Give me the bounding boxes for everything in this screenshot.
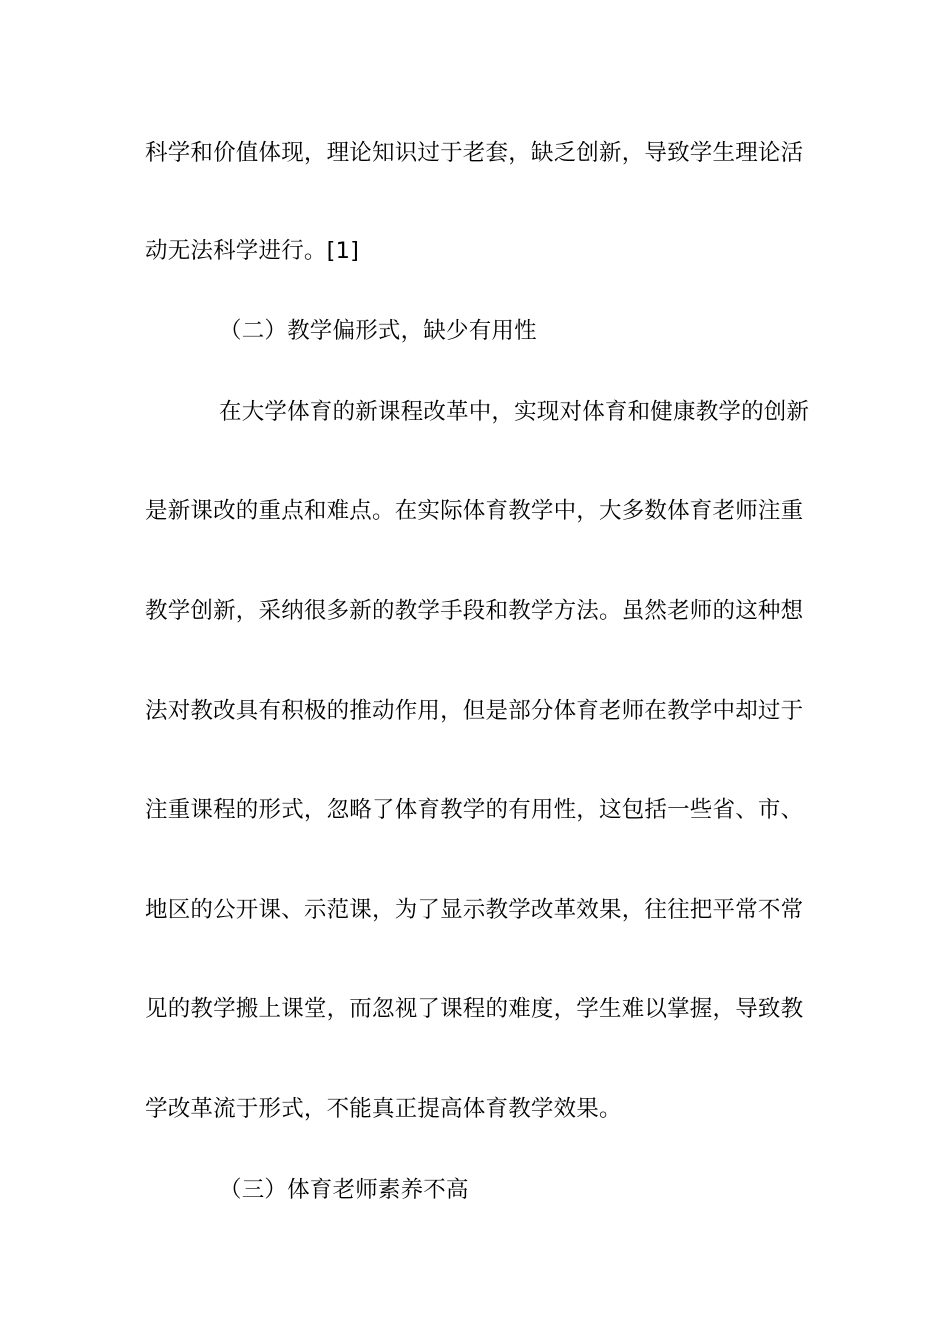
paragraph-line: 地区的公开课、示范课，为了显示教学改革效果，往往把平常不常 (145, 897, 804, 923)
section-heading: （三）体育老师素养不高 (219, 1177, 469, 1203)
paragraph-line: 教学创新，采纳很多新的教学手段和教学方法。虽然老师的这种想 (145, 598, 804, 624)
section-heading: （二）教学偏形式，缺少有用性 (219, 318, 537, 344)
paragraph-line: 学改革流于形式，不能真正提高体育教学效果。 (145, 1096, 622, 1122)
paragraph-line: 注重课程的形式，忽略了体育教学的有用性，这包括一些省、市、 (145, 797, 804, 823)
paragraph-line: 见的教学搬上课堂，而忽视了课程的难度，学生难以掌握，导致教 (145, 996, 804, 1022)
paragraph-line: 是新课改的重点和难点。在实际体育教学中，大多数体育老师注重 (145, 498, 804, 524)
paragraph-line: 科学和价值体现，理论知识过于老套，缺乏创新，导致学生理论活 (145, 140, 804, 166)
paragraph-line: 法对教改具有积极的推动作用，但是部分体育老师在教学中却过于 (145, 698, 804, 724)
paragraph-line: 动无法科学进行。[1] (145, 238, 360, 264)
paragraph-line: 在大学体育的新课程改革中，实现对体育和健康教学的创新 (219, 399, 810, 425)
